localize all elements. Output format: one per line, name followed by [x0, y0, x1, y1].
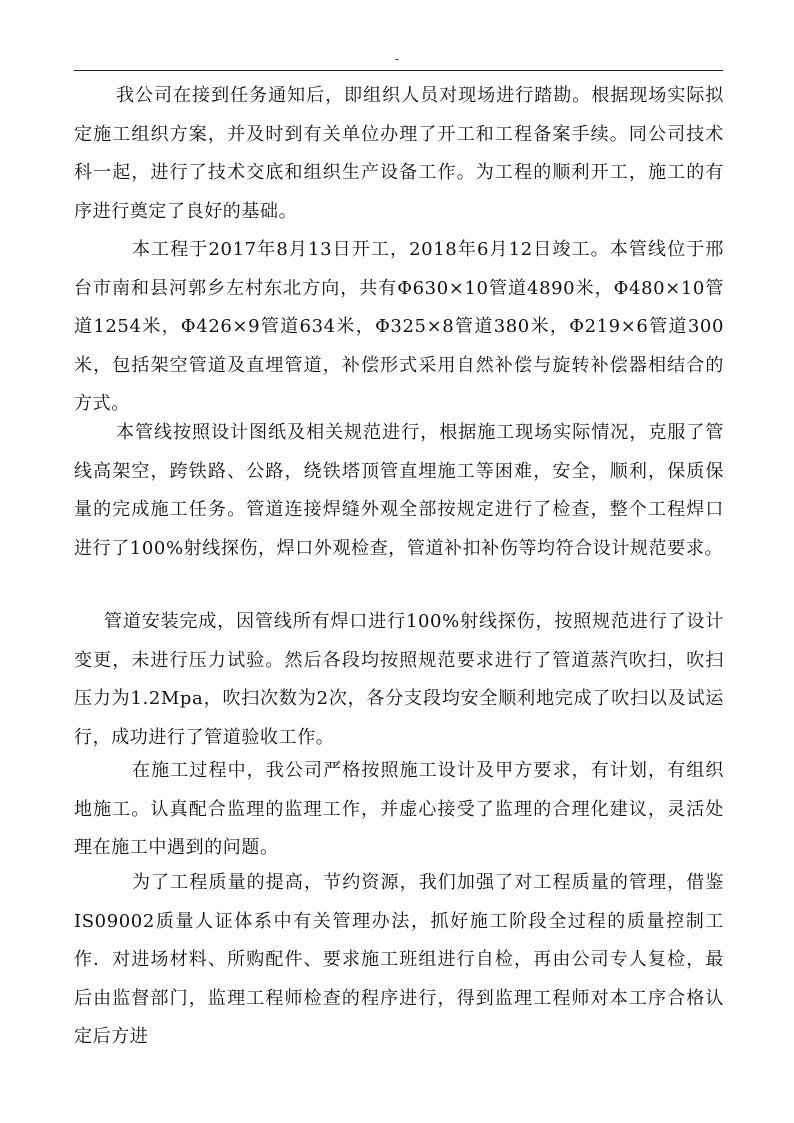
paragraph-quality-management: 为了工程质量的提高，节约资源，我们加强了对工程质量的管理，借鉴IS09002质量人证体系中有关管理办法，抓好施工阶段全过程的质量控制工作．对进场材料、所购配件、要求施工班组进行自检，再由公司专人复检，最后由监督部门，监理工程师检查的程序进行，得到监理工程师对本工序合格认定后方进 [74, 872, 724, 1047]
paragraph-pipe-purging: 管道安装完成，因管线所有焊口进行100%射线探伤，按照规范进行了设计变更，未进行压力试验。然后各段均按照规范要求进行了管道蒸汽吹扫，吹扫压力为1.2Mpa，吹扫次数为2次，各分支段均安全顺利地完成了吹扫以及试运行，成功进行了管道验收工作。 [74, 611, 724, 748]
paragraph-supervision-cooperation: 在施工过程中，我公司严格按照施工设计及甲方要求，有计划，有组织地施工。认真配合监理的监理工作，并虚心接受了监理的合理化建议，灵活处理在施工中遇到的问题。 [74, 760, 724, 858]
header-rule [74, 70, 723, 71]
page-header-mark: - [394, 52, 400, 66]
paragraph-construction-quality: 本管线按照设计图纸及相关规范进行，根据施工现场实际情况，克服了管线高架空，跨铁路、公路，绕铁塔顶管直埋施工等困难，安全，顺利，保质保量的完成施工任务。管道连接焊缝外观全部按规定进行了检查，整个工程焊口进行了100%射线探伤，焊口外观检查，管道补扣补伤等均符合设计规范要求。 [74, 422, 724, 559]
paragraph-preparation: 我公司在接到任务通知后，即组织人员对现场进行踏勘。根据现场实际拟定施工组织方案，并及时到有关单位办理了开工和工程备案手续。同公司技术科一起，进行了技术交底和组织生产设备工作。为工程的顺利开工，施工的有序进行奠定了良好的基础。 [74, 85, 724, 222]
paragraph-project-overview: 本工程于2017年8月13日开工，2018年6月12日竣工。本管线位于邢台市南和县河郭乡左村东北方向，共有Φ630×10管道4890米，Φ480×10管道1254米，Φ426×9管道634米，Φ325×8管道380米，Φ219×6管道300米，包括架空管道及直埋管道，补偿形式采用自然补偿与旋转补偿器相结合的方式。 [74, 239, 724, 414]
